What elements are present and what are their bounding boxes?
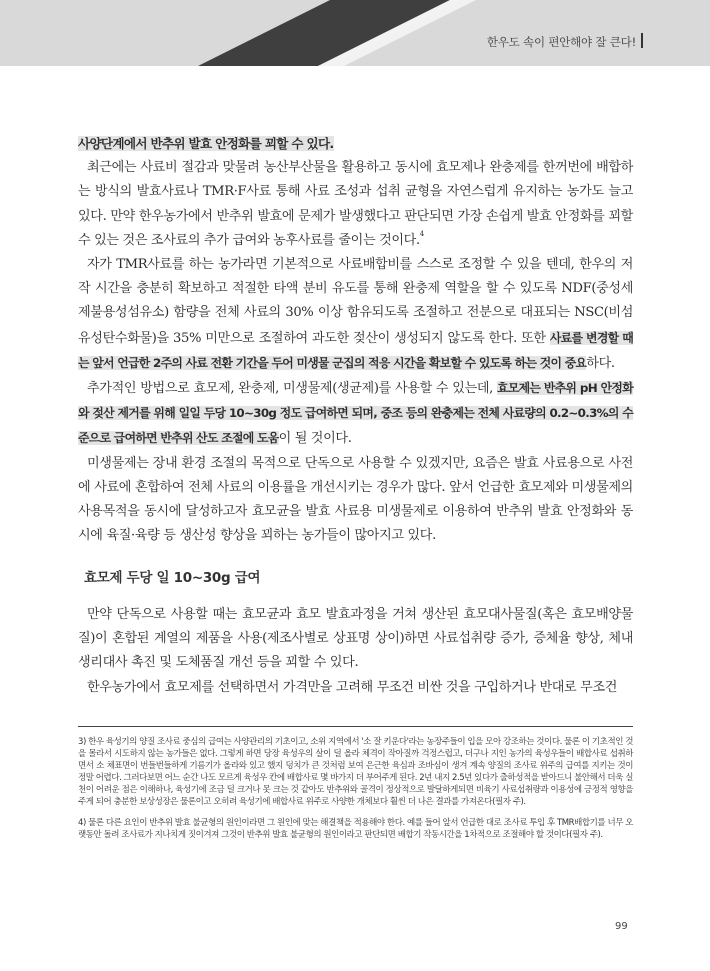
paragraph-3 [78, 376, 633, 452]
paragraph-4-text: 미생물제는 장내 환경 조절의 목적으로 단독으로 사용할 수 있겠지만, 요즘은 발효 사료용으로 사전에 사료에 혼합하여 전체 사료의 이용률을 개선시키는 경우가 많다. 앞서 언급한 효모제와 미생물제의 사용목적을 동시에 달성하고자 효모균을 발효 사료용 미생물제로 이용하여 반추위 발효 안정화와 동시에 육질·육량 등 생산성 향상을 꾀하는 농가들이 많아지고 있다. [78, 455, 633, 544]
footnote-3: 3) 한우 육성기의 양질 조사료 중심의 급여는 사양관리의 기초이고, 소위 지역에서 '소 잘 키운다'라는 농장주들이 입을 모아 강조하는 것이다. 물론 이 기초적인 것을 몰라서 시도하지 않는 농가들은 없다. 그렇게 하면 당장 육성우의 살이 덜 올라 체격이 작아질까 걱정스럽고, 더구나 지인 농가의 육성우들이 배합사료 섭취하면서 소 체표면이 번들번들하게 기름기가 올라와 있고 했지 덩치가 큰 것처럼 보여 은근한 육심과 조바심이 생겨 계속 양질의 조사료 위주의 급여를 지키는 것이 정말 어렵다. 그러다보면 어느 순간 나도 모르게 육성우 칸에 배합사료 몇 바가지 더 부어주게 된다. 2년 내지 2.5년 있다가 출하성적을 받아드니 불안해서 더욱 실천이 어려운 점은 이해하나, 육성기에 조금 덜 크거나 못 크는 것 같아도 반추위와 골격이 정상적으로 발달하게되면 비육기 사료섭취량과 이용성에 긍정적 영향을 주게 되어 충분한 보상성장은 물론이고 오히려 육성기에 배합사료 위주로 사양한 개체보다 훨씬 더 나은 결과를 가져온다(필자 주). [78, 737, 633, 808]
page-number: 99 [615, 921, 628, 932]
paragraph-6-text: 한우농가에서 효모제를 선택하면서 가격만을 고려해 무조건 비싼 것을 구입하거나 반대로 무조건 [87, 679, 618, 695]
paragraph-3-text: 추가적인 방법으로 효모제, 완충제, 미생물제(생균제)를 사용할 수 있는데, [87, 381, 498, 397]
page-header [0, 0, 710, 66]
paragraph-2-end: 하다. [586, 355, 615, 371]
footnote-ref-4: 4 [419, 229, 424, 238]
paragraph-1-text: 최근에는 사료비 절감과 맞물려 농산부산물을 활용하고 동시에 효모제나 완충제를 한꺼번에 배합하는 방식의 발효사료나 TMR·F사료 통해 사료 조성과 섭취 균형을 자연스럽게 유지하는 농가도 늘고 있다. 만약 한우농가에서 반추위 발효에 문제가 발생했다고 판단되면 가장 손쉽게 발효 안정화를 꾀할 수 있는 것은 조사료의 추가 급여와 농후사료를 줄이는 것이다. [78, 160, 633, 248]
header-decoration [0, 0, 710, 66]
header-stripe-dark [198, 0, 450, 66]
footnote-4: 4) 물론 다른 요인이 반추위 발효 불균형의 원인이라면 그 원인에 맞는 해결책을 적용해야 한다. 예를 들어 앞서 언급한 대로 조사료 투입 후 TMR배합기를 너무 오랫동안 돌려 조사료가 지나치게 짓이겨져 그것이 반추위 발효 불균형의 원인이라고 판단되면 배합기 작동시간을 1차적으로 조절해야 할 것이다(필자 주). [78, 817, 633, 840]
footnote-divider [78, 726, 633, 727]
footnotes [78, 736, 633, 841]
paragraph-3-highlight: 효모제는 반추위 pH 안정화와 젖산 제거를 위해 일일 두당 10~30g 정도 급여하면 되며, 중조 등의 완충제는 전체 사료량의 0.2~0.3%의 수준으로 급여하면 반추위 산도 조절에 도움 [78, 381, 633, 446]
section-yeast [78, 603, 633, 700]
section-title-yeast-dosage: 효모제 두당 일 10~30g 급여 [84, 570, 261, 586]
subhead-highlight: 사양단계에서 반추위 발효 안정화를 꾀할 수 있다. [78, 136, 334, 151]
paragraph-6 [78, 676, 633, 700]
paragraph-2-highlight: 사료를 변경할 때는 앞서 언급한 2주의 사료 전환 기간을 두어 미생물 군집의 적응 시간을 확보할 수 있도록 하는 것이 중요 [78, 330, 633, 370]
section-intro [78, 132, 633, 548]
paragraph-2-text: 자가 TMR사료를 하는 농가라면 기본적으로 사료배합비를 스스로 조정할 수 있을 텐데, 한우의 저작 시간을 충분히 확보하고 적절한 타액 분비 유도를 통해 완충제 역할을 할 수 있도록 NDF(중성세제불용성섬유소) 함량을 전체 사료의 30% 이상 함유되도록 조절하고 전분으로 대표되는 NSC(비섬유성탄수화물)을 35% 미만으로 조절하여 과도한 젖산이 생성되지 않도록 한다. 또한 [78, 257, 633, 346]
paragraph-4 [78, 452, 633, 549]
paragraph-3-end: 이 될 것이다. [278, 431, 352, 447]
running-title: 한우도 속이 편안해야 잘 큰다! [486, 35, 636, 49]
paragraph-1 [78, 156, 633, 253]
paragraph-2 [78, 253, 633, 376]
paragraph-5 [78, 603, 633, 676]
paragraph-5-text: 만약 단독으로 사용할 때는 효모균과 효모 발효과정을 거쳐 생산된 효모대사물질(혹은 효모배양물질)이 혼합된 계열의 제품을 사용(제조사별로 상표명 상이)하면 사료섭취량 증가, 증체율 향상, 체내 생리대사 촉진 및 도체품질 개선 등을 꾀할 수 있다. [78, 607, 633, 671]
running-title-bar [641, 33, 643, 48]
subhead-fermentation-stability [78, 132, 633, 156]
